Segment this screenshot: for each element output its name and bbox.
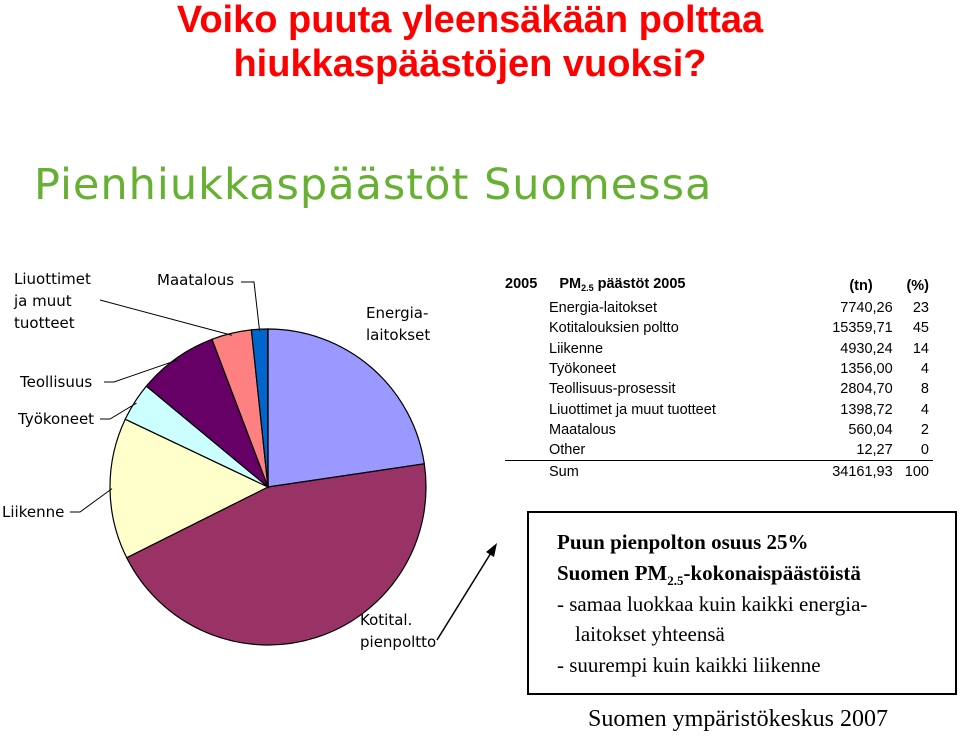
title-line-2: hiukkaspäästöjen vuoksi?	[233, 43, 707, 85]
table-cell-pct: 8	[920, 381, 929, 398]
table-cell-pct: 14	[912, 340, 929, 357]
pie-leader-line	[70, 489, 112, 512]
table-cell-label: Teollisuus-prosessit	[549, 381, 676, 398]
table-cell-tn: 12,27	[856, 442, 893, 459]
table-header-row	[505, 274, 933, 298]
note-line-4: laitokset yhteensä	[575, 622, 725, 646]
pie-label: Liikenne	[2, 503, 65, 521]
table-cell-tn: 4930,24	[840, 340, 893, 357]
pie-leader-line	[241, 282, 260, 331]
pie-label: Kotital. pienpoltto	[360, 611, 437, 651]
table-cell-label: Other	[549, 442, 586, 459]
table-cell-label: Kotitalouksien poltto	[549, 320, 679, 337]
source-credit: Suomen ympäristökeskus 2007	[588, 706, 888, 732]
table-header-tn: (tn)	[849, 278, 873, 294]
pie-label: Maatalous	[157, 271, 235, 289]
note-line-5: - suurempi kuin kaikki liikenne	[557, 653, 821, 677]
pie-slice	[268, 329, 424, 487]
note-line-1: Puun pienpolton osuus 25%	[557, 530, 809, 554]
table-row	[505, 379, 933, 399]
emissions-table	[505, 274, 933, 482]
table-cell-tn: 560,04	[848, 421, 893, 438]
table-cell-tn: 7740,26	[840, 300, 893, 317]
table-cell-pct: 4	[920, 361, 929, 378]
table-row	[505, 420, 933, 440]
table-cell-label: Työkoneet	[549, 361, 616, 378]
pie-label: Liuottimet ja muut tuotteet	[14, 270, 91, 332]
pointer-arrow	[437, 548, 494, 640]
note-line-3: - samaa luokkaa kuin kaikki energia-	[557, 592, 868, 616]
table-cell-tn: 15359,71	[832, 320, 893, 337]
table-cell-tn: 2804,70	[840, 381, 893, 398]
table-cell-label: Liuottimet ja muut tuotteet	[549, 401, 716, 418]
subtitle: Pienhiukkaspäästöt Suomessa	[34, 160, 713, 210]
table-cell-tn: 1356,00	[840, 361, 893, 378]
table-row	[505, 318, 933, 338]
table-sum-row	[505, 461, 933, 482]
table-cell-pct: 45	[912, 320, 929, 337]
table-cell-pct: 2	[920, 421, 929, 438]
pointer-arrow-head	[486, 543, 497, 557]
table-cell-label: Energia-laitokset	[549, 300, 657, 317]
table-cell-pct: 23	[912, 300, 929, 317]
table-sum-tn: 34161,93	[806, 461, 892, 482]
table-row	[505, 339, 933, 359]
note-box	[527, 511, 957, 695]
pie-label: Energia-laitokset	[366, 304, 431, 344]
table-row	[505, 399, 933, 419]
title-line-1: Voiko puuta yleensäkään polttaa	[176, 0, 764, 41]
table-row	[505, 298, 933, 318]
table-row	[505, 359, 933, 379]
table-cell-label: Maatalous	[549, 421, 616, 438]
note-line-2: Suomen $PM_{2.5}$-kokonaispäästöistä	[557, 561, 861, 589]
table-header-title: 2005 $PM_{2.5}$ päästöt 2005	[505, 276, 686, 293]
pie-slices	[110, 329, 426, 645]
table-cell-pct: 0	[920, 442, 929, 459]
table-sum-pct: 100	[893, 461, 933, 482]
pie-label: Työkoneet	[18, 410, 95, 428]
table-cell-pct: 4	[920, 401, 929, 418]
table-cell-label: Liikenne	[549, 340, 604, 357]
table-cell-tn: 1398,72	[840, 401, 893, 418]
pie-leader-line	[100, 300, 232, 335]
table-row	[505, 440, 933, 461]
table-header-pct: (%)	[906, 278, 929, 294]
pie-label: Teollisuus	[20, 373, 93, 391]
table-sum-label: Sum	[505, 461, 806, 482]
